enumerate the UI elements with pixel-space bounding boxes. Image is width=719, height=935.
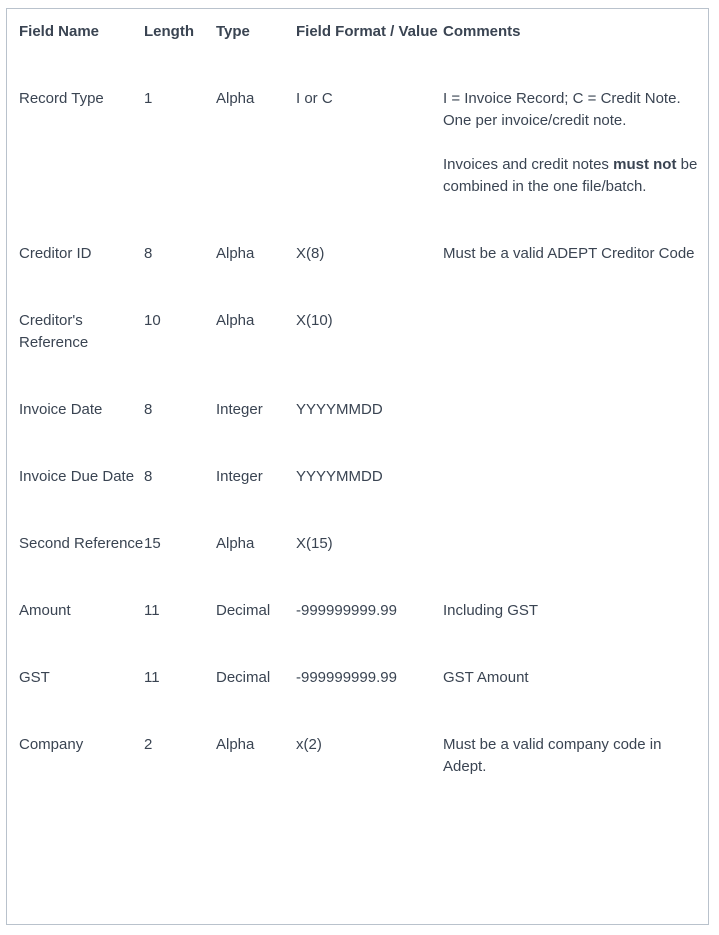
cell-length: 15 xyxy=(144,535,161,552)
table-frame xyxy=(6,8,709,925)
table-row xyxy=(19,667,703,734)
cell-type: Decimal xyxy=(216,602,271,619)
cell-field-name: Company xyxy=(19,736,84,753)
cell-comments: GST Amount xyxy=(443,669,529,686)
cell-format: x(2) xyxy=(296,736,322,753)
comment-paragraph-warning xyxy=(443,154,703,198)
cell-type: Alpha xyxy=(216,535,255,552)
cell-length: 10 xyxy=(144,312,161,329)
cell-field-name: Record Type xyxy=(19,90,104,107)
cell-comments xyxy=(443,533,703,600)
cell-comments xyxy=(443,399,703,466)
table-row xyxy=(19,600,703,667)
cell-length: 8 xyxy=(144,401,153,418)
cell-format: I or C xyxy=(296,90,333,107)
cell-format: X(8) xyxy=(296,245,325,262)
table-row xyxy=(19,399,703,466)
cell-comments xyxy=(443,88,703,243)
cell-field-name: Invoice Date xyxy=(19,401,103,418)
comment-text: Invoices and credit notes xyxy=(443,156,614,173)
cell-type: Alpha xyxy=(216,245,255,262)
cell-length: 8 xyxy=(144,468,153,485)
cell-field-name: Creditor ID xyxy=(19,245,92,262)
cell-length: 2 xyxy=(144,736,153,753)
cell-format: -999999999.99 xyxy=(296,602,397,619)
cell-field-name: GST xyxy=(19,669,50,686)
table-header-row xyxy=(19,21,703,88)
cell-type: Alpha xyxy=(216,90,255,107)
cell-format: YYYYMMDD xyxy=(296,401,383,418)
table-row xyxy=(19,243,703,310)
table-row xyxy=(19,88,703,243)
cell-type: Integer xyxy=(216,468,263,485)
header-type: Type xyxy=(216,23,250,40)
cell-format: X(10) xyxy=(296,312,333,329)
comment-paragraph: I = Invoice Record; C = Credit Note. One per invoice/credit note. xyxy=(443,90,681,129)
cell-format: YYYYMMDD xyxy=(296,468,383,485)
cell-type: Decimal xyxy=(216,669,271,686)
table-row xyxy=(19,310,703,399)
table-row xyxy=(19,533,703,600)
cell-length: 8 xyxy=(144,245,153,262)
cell-comments xyxy=(443,466,703,533)
cell-type: Alpha xyxy=(216,736,255,753)
comment-text: be combined in the one file/batch. xyxy=(443,156,698,195)
cell-comments: Must be a valid company code in Adept. xyxy=(443,736,662,775)
cell-length: 11 xyxy=(144,602,160,619)
table-row xyxy=(19,466,703,533)
comment-emphasis: must not xyxy=(613,156,677,173)
cell-comments xyxy=(443,310,703,399)
cell-comments: Including GST xyxy=(443,602,539,619)
cell-type: Integer xyxy=(216,401,263,418)
cell-type: Alpha xyxy=(216,312,255,329)
cell-field-name: Second Reference xyxy=(19,535,144,552)
table-row xyxy=(19,734,703,823)
field-spec-table xyxy=(19,21,703,823)
cell-field-name: Creditor's Reference xyxy=(19,312,89,351)
cell-format: -999999999.99 xyxy=(296,669,397,686)
header-length: Length xyxy=(144,23,194,40)
header-field-format: Field Format / Value xyxy=(296,23,438,40)
header-comments: Comments xyxy=(443,23,521,40)
cell-length: 11 xyxy=(144,669,160,686)
cell-field-name: Amount xyxy=(19,602,71,619)
cell-length: 1 xyxy=(144,90,153,107)
header-field-name: Field Name xyxy=(19,23,100,40)
cell-format: X(15) xyxy=(296,535,333,552)
cell-field-name: Invoice Due Date xyxy=(19,468,135,485)
cell-comments: Must be a valid ADEPT Creditor Code xyxy=(443,245,695,262)
